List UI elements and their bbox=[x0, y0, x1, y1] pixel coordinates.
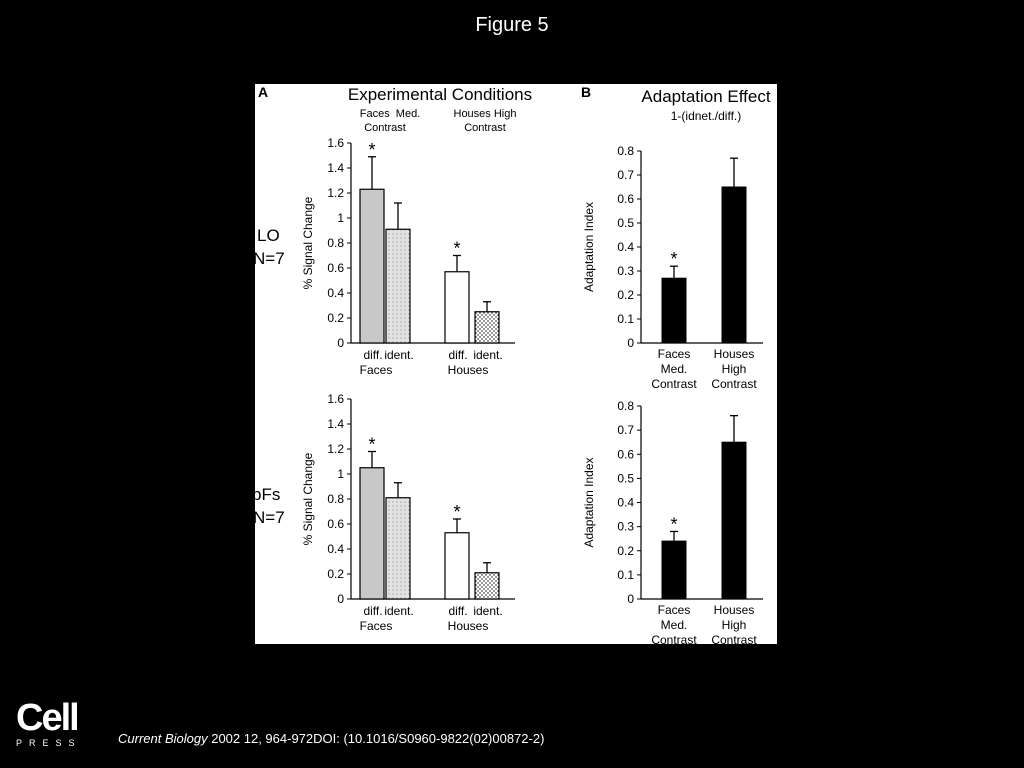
lo-adapt-x-tick-label: Med. bbox=[660, 362, 688, 376]
lo-signal-y-tick-label: 1 bbox=[337, 211, 344, 225]
lo-signal-significance-star: * bbox=[453, 238, 461, 259]
panel-a-sub-right-1: Houses High bbox=[453, 108, 517, 120]
lo-adapt-x-tick-label: Faces bbox=[657, 347, 691, 361]
lo-adapt-y-tick-label: 0.7 bbox=[617, 168, 634, 182]
pfs-adapt-y-tick-label: 0.7 bbox=[617, 423, 634, 438]
panel-label-a: A bbox=[258, 84, 269, 100]
pfs-signal-group-label: Houses bbox=[447, 619, 489, 633]
pfs-signal-y-axis-label: % Signal Change bbox=[301, 452, 315, 546]
figure-svg bbox=[252, 84, 777, 647]
lo-signal-bar-houses-diff bbox=[445, 272, 469, 343]
pfs-adapt-y-tick-label: 0.5 bbox=[617, 471, 634, 486]
pfs-adapt-y-tick-label: 0.6 bbox=[617, 447, 634, 462]
lo-adapt-x-tick-label: Contrast bbox=[651, 377, 697, 391]
lo-adapt-y-tick-label: 0.4 bbox=[617, 240, 634, 254]
lo-signal-group-label: Faces bbox=[359, 363, 393, 377]
panel-a-title: Experimental Conditions bbox=[347, 85, 533, 104]
lo-adapt-bar-faces bbox=[662, 278, 686, 343]
pfs-signal-y-tick-label: 0.2 bbox=[327, 567, 344, 581]
lo-adapt-x-tick-label: High bbox=[721, 362, 747, 376]
pfs-signal-y-tick-label: 0.4 bbox=[327, 542, 344, 556]
lo-signal-bar-houses-ident bbox=[475, 312, 499, 343]
pfs-signal-y-tick-label: 1 bbox=[337, 467, 344, 481]
lo-adapt-y-tick-label: 0 bbox=[627, 336, 634, 350]
pfs-adapt-x-tick-label: Faces bbox=[657, 603, 691, 617]
lo-adapt-y-tick-label: 0.1 bbox=[617, 312, 634, 326]
pfs-adapt-y-tick-label: 0.1 bbox=[617, 567, 634, 582]
row-label-pfs-n: N=7 bbox=[253, 508, 285, 527]
panel-a-sub-right-2: Contrast bbox=[464, 122, 506, 134]
lo-adapt-significance-star: * bbox=[670, 249, 678, 270]
pfs-adapt-x-tick-label: Contrast bbox=[651, 633, 697, 647]
pfs-signal-y-tick-label: 1.6 bbox=[327, 392, 344, 406]
row-label-pfs-region: pFs bbox=[252, 485, 281, 504]
lo-signal-x-tick-label: ident. bbox=[384, 348, 414, 362]
cell-press-logo bbox=[16, 697, 86, 748]
row-label-lo-n: N=7 bbox=[253, 249, 285, 268]
lo-signal-x-tick-label: ident. bbox=[473, 348, 503, 362]
lo-adapt-y-tick-label: 0.2 bbox=[617, 288, 634, 302]
pfs-signal-y-tick-label: 0.6 bbox=[327, 517, 344, 531]
pfs-adapt-y-tick-label: 0 bbox=[627, 592, 634, 606]
lo-signal-y-tick-label: 0.6 bbox=[327, 261, 344, 275]
row-label-lo-region: LO bbox=[257, 226, 280, 245]
lo-signal-group-label: Houses bbox=[447, 363, 489, 377]
pfs-adapt-y-tick-label: 0.4 bbox=[617, 495, 634, 510]
pfs-signal-y-tick-label: 1.2 bbox=[327, 442, 344, 456]
logo-word: Cell bbox=[16, 697, 78, 739]
lo-adapt-x-tick-label: Contrast bbox=[711, 377, 757, 391]
pfs-signal-x-tick-label: diff. bbox=[363, 604, 383, 618]
pfs-signal-x-tick-label: ident. bbox=[384, 604, 414, 618]
slide-title: Figure 5 bbox=[475, 14, 549, 36]
lo-signal-y-tick-label: 0.2 bbox=[327, 311, 344, 325]
panel-a-sub-left-1: Faces Med. bbox=[359, 108, 421, 120]
lo-signal-y-tick-label: 1.2 bbox=[327, 186, 344, 200]
citation-details: 2002 12, 964-972DOI: (10.1016/S0960-9822(02)00872-2) bbox=[207, 731, 545, 746]
pfs-adapt-y-axis-label: Adaptation Index bbox=[582, 457, 596, 548]
charts-layer bbox=[301, 136, 763, 647]
pfs-signal-bar-houses-ident bbox=[475, 573, 499, 599]
lo-adapt-x-tick-label: Houses bbox=[713, 347, 755, 361]
pfs-signal-x-tick-label: ident. bbox=[473, 604, 503, 618]
lo-adapt-y-tick-label: 0.8 bbox=[617, 144, 634, 158]
pfs-signal-x-tick-label: diff. bbox=[448, 604, 468, 618]
pfs-adapt-y-tick-label: 0.3 bbox=[617, 519, 634, 534]
pfs-adapt-x-tick-label: High bbox=[721, 618, 747, 632]
panel-b-subtitle: 1-(idnet./diff.) bbox=[670, 109, 742, 123]
lo-signal-significance-star: * bbox=[368, 139, 376, 160]
pfs-signal-y-tick-label: 0.8 bbox=[327, 492, 344, 506]
logo-press: PRESS bbox=[16, 738, 82, 748]
lo-signal-bar-faces-diff bbox=[360, 189, 384, 343]
lo-signal-bar-faces-ident bbox=[386, 229, 410, 343]
panel-a-sub-left-2: Contrast bbox=[364, 122, 406, 134]
pfs-adapt-y-tick-label: 0.2 bbox=[617, 543, 634, 558]
lo-signal-y-tick-label: 0.4 bbox=[327, 286, 344, 300]
pfs-signal-group-label: Faces bbox=[359, 619, 393, 633]
pfs-signal-y-tick-label: 1.4 bbox=[327, 417, 344, 431]
lo-signal-y-tick-label: 1.4 bbox=[327, 161, 344, 175]
lo-signal-y-tick-label: 0 bbox=[337, 336, 344, 350]
lo-adapt-y-tick-label: 0.3 bbox=[617, 264, 634, 278]
lo-signal-y-tick-label: 0.8 bbox=[327, 236, 344, 250]
lo-signal-x-tick-label: diff. bbox=[448, 348, 468, 362]
lo-signal-y-axis-label: % Signal Change bbox=[301, 196, 315, 290]
pfs-signal-significance-star: * bbox=[368, 434, 376, 455]
lo-adapt-y-tick-label: 0.5 bbox=[617, 216, 634, 230]
panel-label-b: B bbox=[581, 84, 592, 100]
pfs-adapt-x-tick-label: Houses bbox=[713, 603, 755, 617]
lo-signal-y-tick-label: 1.6 bbox=[327, 136, 344, 150]
pfs-signal-bar-faces-diff bbox=[360, 468, 384, 599]
pfs-signal-significance-star: * bbox=[453, 502, 461, 522]
pfs-adapt-significance-star: * bbox=[670, 514, 678, 535]
lo-signal-x-tick-label: diff. bbox=[363, 348, 383, 362]
pfs-signal-y-tick-label: 0 bbox=[337, 592, 344, 606]
lo-adapt-bar-houses bbox=[722, 187, 746, 343]
pfs-adapt-bar-houses bbox=[722, 442, 746, 599]
pfs-signal-bar-houses-diff bbox=[445, 533, 469, 599]
pfs-signal-bar-faces-ident bbox=[386, 498, 410, 599]
citation-journal: Current Biology bbox=[118, 731, 208, 746]
lo-adapt-y-tick-label: 0.6 bbox=[617, 192, 634, 206]
pfs-adapt-x-tick-label: Contrast bbox=[711, 633, 757, 647]
lo-adapt-y-axis-label: Adaptation Index bbox=[582, 201, 596, 293]
citation bbox=[118, 731, 544, 746]
pfs-adapt-y-tick-label: 0.8 bbox=[617, 399, 634, 413]
pfs-adapt-bar-faces bbox=[662, 541, 686, 599]
pfs-adapt-x-tick-label: Med. bbox=[660, 618, 688, 632]
panel-b-title: Adaptation Effect bbox=[641, 87, 771, 106]
